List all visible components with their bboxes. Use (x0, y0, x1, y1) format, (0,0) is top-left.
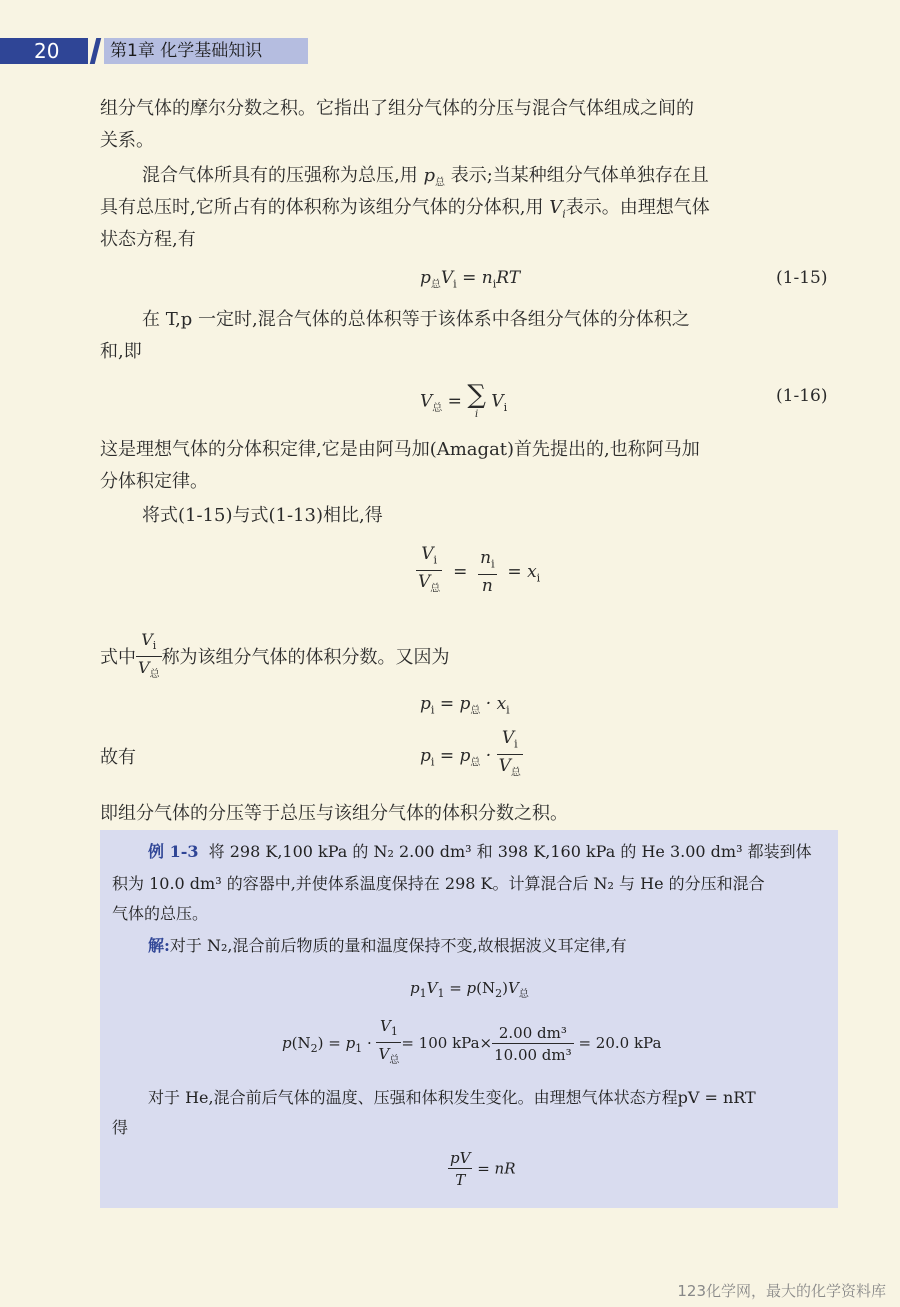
page-header (0, 38, 308, 64)
chapter-title: 第1章 化学基础知识 (110, 41, 263, 61)
para-line: 组分气体的摩尔分数之积。它指出了组分气体的分压与混合气体组成之间的 (100, 98, 694, 119)
page-number: 20 (34, 39, 60, 63)
para-line: 式中 $\frac{V_i}{V_总}$ 称为该组分气体的体积分数。又因为 (100, 630, 450, 681)
equation-number: (1-16) (776, 386, 828, 406)
example-box (100, 830, 838, 1208)
para-line: 和,即 (100, 341, 142, 362)
para-line: 状态方程,有 (100, 229, 196, 250)
equation-n2-calc: $p(N_2) = p_1$ · $\frac{V_1}{V_总}$ = 100 kPa× $\frac{\text{2.00 dm³}}{\text{10.00 dm³}}$ = 20.0 kPa (282, 1017, 662, 1066)
example-line: 气体的总压。 (112, 904, 209, 923)
para-line: 具有总压时,它所占有的体积称为该组分气体的分体积,用 $V_i$表示。由理想气体 (100, 197, 710, 221)
para-line: 分体积定律。 (100, 471, 208, 492)
solution-label: 解: (148, 936, 170, 955)
footer-watermark: 123化学网，最大的化学资料库 (677, 1282, 886, 1300)
example-line: 积为 10.0 dm³ 的容器中,并使体系温度保持在 298 K。计算混合后 N₂ 与 He 的分压和混合 (112, 874, 765, 893)
example-line: 例 1-3 将 298 K,100 kPa 的 N₂ 2.00 dm³ 和 398 K,160 kPa 的 He 3.00 dm³ 都装到体 (148, 842, 812, 861)
example-line: 解:对于 N₂,混合前后物质的量和温度保持不变,故根据波义耳定律,有 (148, 936, 627, 955)
equation-boyle: $p_1V_1 = p(N_2)V_总$ (410, 979, 529, 1000)
para-line: 混合气体所具有的压强称为总压,用 $p_总$ 表示;当某种组分气体单独存在且 (142, 165, 709, 189)
example-label: 例 1-3 (148, 842, 199, 861)
para-line: 故有 (100, 747, 136, 768)
equation-ideal-gas: $\frac{pV}{T}$ = nR (450, 1149, 516, 1189)
para-line: 这是理想气体的分体积定律,它是由阿马加(Amagat)首先提出的,也称阿马加 (100, 439, 700, 460)
equation-number: (1-15) (776, 268, 828, 288)
equation-1-16: $V_总$ = ∑ i $V_i$ (420, 380, 508, 420)
para-line: 在 T,p 一定时,混合气体的总体积等于该体系中各组分气体的分体积之 (142, 309, 690, 330)
equation-1-15: $p_总V_i = n_iRT$ (420, 268, 521, 291)
para-line: 关系。 (100, 130, 154, 151)
header-divider (90, 38, 101, 64)
equation-partial-pressure: $p_i = p_总 \cdot x_i$ (420, 694, 510, 717)
para-line: 即组分气体的分压等于总压与该组分气体的体积分数之积。 (100, 803, 568, 824)
equation-volume-fraction: $\frac{V_i}{V_总}$ = $\frac{n_i}{n}$ = $x_i$ (418, 544, 541, 597)
example-line: 得 (112, 1118, 129, 1137)
example-line: 对于 He,混合前后气体的温度、压强和体积发生变化。由理想气体状态方程pV = nRT (148, 1088, 756, 1107)
equation-partial-pressure-2: $p_i = p_总$ · $\frac{V_i}{V_总}$ (420, 728, 521, 779)
para-line: 将式(1-15)与式(1-13)相比,得 (142, 505, 383, 526)
